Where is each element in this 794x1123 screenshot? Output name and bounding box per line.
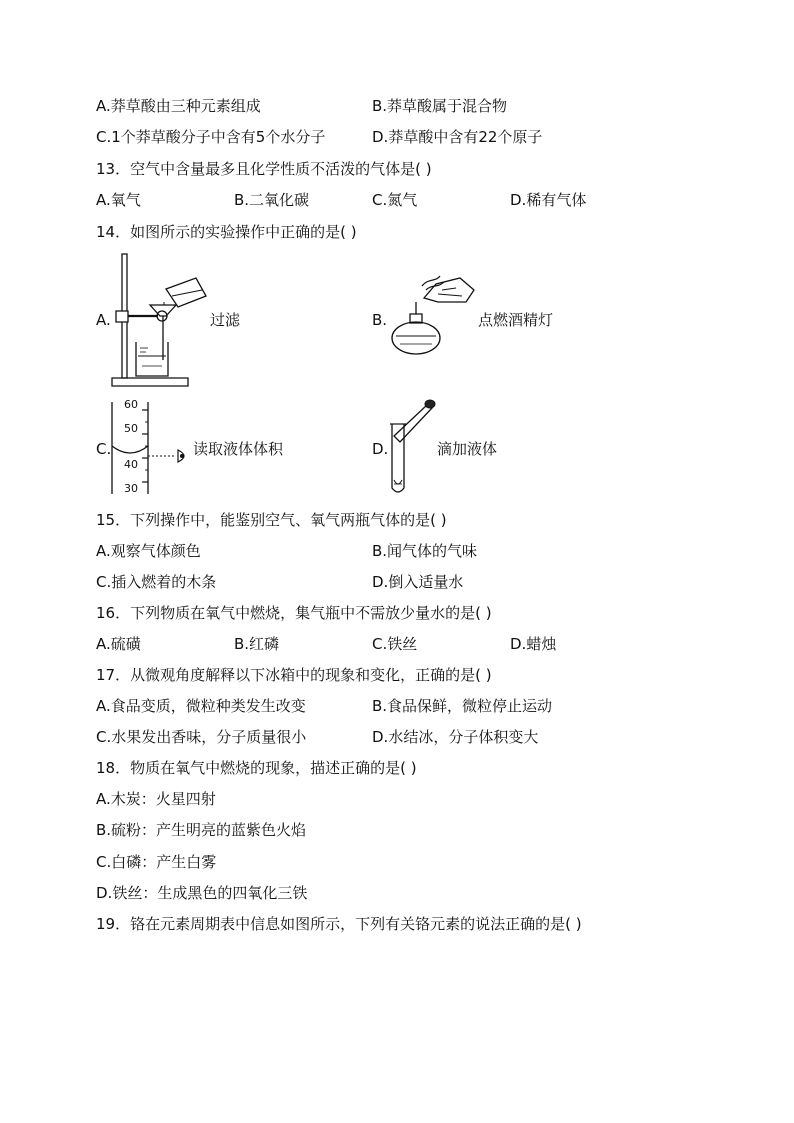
- q16-option-a: A.硫磺: [96, 635, 141, 653]
- q14-caption-c: 读取液体体积: [193, 440, 284, 458]
- q17-option-d: D.水结冰，分子体积变大: [372, 728, 539, 746]
- q14-letter-d: D.: [372, 440, 389, 458]
- q17-option-a: A.食品变质，微粒种类发生改变: [96, 697, 306, 715]
- q18-option-c: C.白磷：产生白雾: [96, 853, 217, 871]
- q18-option-d: D.铁丝：生成黑色的四氧化三铁: [96, 884, 308, 902]
- q16-stem: 16．下列物质在氧气中燃烧，集气瓶中不需放少量水的是( ): [96, 604, 492, 622]
- q17-option-c: C.水果发出香味，分子质量很小: [96, 728, 307, 746]
- q14-letter-c: C.: [96, 440, 112, 458]
- q16-option-b: B.红磷: [234, 635, 280, 653]
- q18-option-a: A.木炭：火星四射: [96, 790, 216, 808]
- q14-letter-a: A.: [96, 311, 111, 329]
- q17-stem: 17．从微观角度解释以下冰箱中的现象和变化，正确的是( ): [96, 666, 492, 684]
- q15-option-b: B.闻气体的气味: [372, 542, 478, 560]
- q16-option-c: C.铁丝: [372, 635, 418, 653]
- q12-option-d: D.莽草酸中含有22个原子: [372, 128, 543, 146]
- q14-letter-b: B.: [372, 311, 388, 329]
- q17-option-b: B.食品保鲜，微粒停止运动: [372, 697, 553, 715]
- q19-stem: 19．铬在元素周期表中信息如图所示，下列有关铬元素的说法正确的是( ): [96, 915, 582, 933]
- q18-stem: 18．物质在氧气中燃烧的现象，描述正确的是( ): [96, 759, 417, 777]
- q14-stem: 14．如图所示的实验操作中正确的是( ): [96, 223, 357, 241]
- scale-label-50: 50: [124, 422, 138, 435]
- q14-caption-d: 滴加液体: [437, 440, 498, 458]
- q13-option-b: B.二氧化碳: [234, 191, 310, 209]
- scale-label-60: 60: [124, 398, 138, 411]
- q15-option-d: D.倒入适量水: [372, 573, 464, 591]
- alcohol-lamp-figure: [390, 272, 476, 362]
- q15-option-a: A.观察气体颜色: [96, 542, 201, 560]
- q14-caption-b: 点燃酒精灯: [478, 311, 554, 329]
- q15-option-c: C.插入燃着的木条: [96, 573, 217, 591]
- q14-caption-a: 过滤: [210, 311, 241, 329]
- q12-option-a: A.莽草酸由三种元素组成: [96, 97, 261, 115]
- graduated-cylinder-figure: [108, 398, 198, 498]
- q13-option-c: C.氮气: [372, 191, 418, 209]
- dropper-figure: [384, 398, 444, 498]
- q15-stem: 15．下列操作中，能鉴别空气、氧气两瓶气体的是( ): [96, 511, 447, 529]
- q16-option-d: D.蜡烛: [510, 635, 557, 653]
- q13-option-a: A.氧气: [96, 191, 141, 209]
- q18-option-b: B.硫粉：产生明亮的蓝紫色火焰: [96, 821, 307, 839]
- q12-option-b: B.莽草酸属于混合物: [372, 97, 508, 115]
- q13-stem: 13．空气中含量最多且化学性质不活泼的气体是( ): [96, 160, 432, 178]
- filtration-figure: [110, 252, 210, 388]
- q12-option-c: C.1个莽草酸分子中含有5个水分子: [96, 128, 326, 146]
- scale-label-30: 30: [124, 482, 138, 495]
- scale-label-40: 40: [124, 458, 138, 471]
- q13-option-d: D.稀有气体: [510, 191, 587, 209]
